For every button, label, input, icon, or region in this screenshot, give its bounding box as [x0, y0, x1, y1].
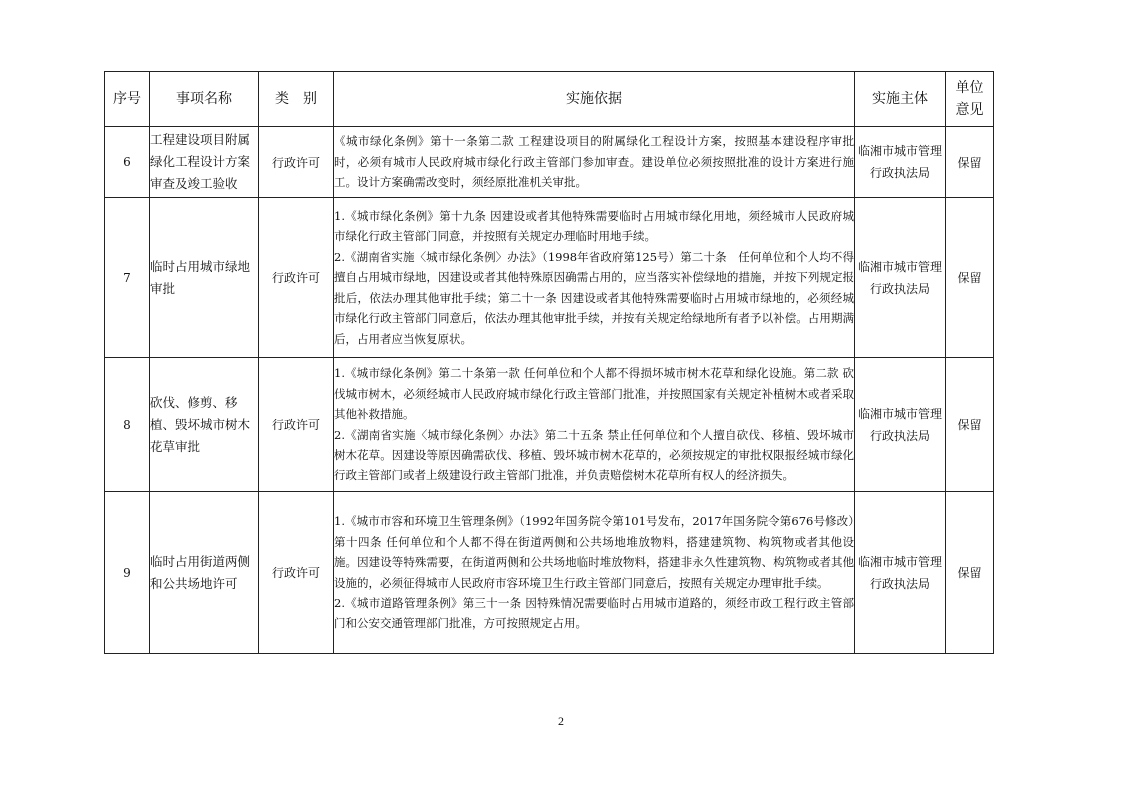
row-number: 7 — [105, 198, 150, 358]
row-number: 8 — [105, 358, 150, 492]
row-number: 9 — [105, 492, 150, 654]
unit-opinion: 保留 — [946, 198, 994, 358]
header-opinion-line1: 单位 — [955, 80, 984, 96]
basis-paragraph: 2.《湖南省实施〈城市绿化条例〉办法》（1998年省政府第125号）第二十条 任何单位和个人均不得擅自占用城市绿地，因建设或者其他特殊原因确需占用的，应当落实补偿绿地的措施，并按下列规定报批后，依法办理其他审批手续；第二十一条 因建设或者其他特殊需要临时占用城市绿地的，必须经城市绿化行政主管部门同意后，依法办理其他审批手续，并按有关规定给绿地所有者予以补偿。占用期满后，占用者应当恢复原状。 — [334, 249, 854, 346]
implementation-basis — [334, 198, 855, 358]
implementing-agency: 临湘市城市管理行政执法局 — [855, 198, 946, 358]
implementing-agency: 临湘市城市管理行政执法局 — [855, 358, 946, 492]
page-number: 2 — [558, 714, 564, 728]
header-category: 类 别 — [259, 72, 334, 127]
row-number: 6 — [105, 127, 150, 198]
header-opinion — [946, 72, 994, 127]
table-row — [105, 492, 994, 654]
header-opinion-line2: 意见 — [955, 102, 984, 118]
table-row — [105, 358, 994, 492]
header-name: 事项名称 — [150, 72, 259, 127]
unit-opinion: 保留 — [946, 127, 994, 198]
header-row — [105, 72, 994, 127]
item-name: 砍伐、修剪、移植、毁坏城市树木花草审批 — [150, 358, 259, 492]
basis-paragraph: 1.《城市市容和环境卫生管理条例》（1992年国务院令第101号发布，2017年国务院令第676号修改）第十四条 任何单位和个人都不得在街道两侧和公共场地堆放物料，搭建建筑物、构筑物或者其他设施。因建设等特殊需要，在街道两侧和公共场地临时堆放物料，搭建非永久性建筑物、构筑物或者其他设施的，必须征得城市人民政府市容环境卫生行政主管部门同意后，按照有关规定办理审批手续。 — [334, 514, 854, 590]
permit-table — [104, 71, 994, 654]
implementation-basis — [334, 492, 855, 654]
basis-paragraph: 《城市绿化条例》第十一条第二款 工程建设项目的附属绿化工程设计方案，按照基本建设程序审批时，必须有城市人民政府城市绿化行政主管部门参加审查。建设单位必须按照批准的设计方案进行施工。设计方案确需改变时，须经原批准机关审批。 — [334, 134, 854, 190]
table-row — [105, 127, 994, 198]
basis-paragraph: 2.《湖南省实施〈城市绿化条例〉办法》第二十五条 禁止任何单位和个人擅自砍伐、移植、毁坏城市树木花草。因建设等原因确需砍伐、移植、毁坏城市树木花草的，必须按规定的审批权限报经城市绿化行政主管部门或者上级建设行政主管部门批准，并负责赔偿树木花草所有权人的经济损失。 — [334, 427, 854, 483]
item-category: 行政许可 — [259, 358, 334, 492]
item-name: 工程建设项目附属绿化工程设计方案审查及竣工验收 — [150, 127, 259, 198]
table-row — [105, 198, 994, 358]
header-basis: 实施依据 — [334, 72, 855, 127]
unit-opinion: 保留 — [946, 492, 994, 654]
header-no: 序号 — [105, 72, 150, 127]
basis-paragraph: 1.《城市绿化条例》第二十条第一款 任何单位和个人都不得损坏城市树木花草和绿化设施。第二款 砍伐城市树木，必须经城市人民政府城市绿化行政主管部门批准，并按照国家有关规定补植树木或者采取其他补救措施。 — [334, 366, 854, 422]
unit-opinion: 保留 — [946, 358, 994, 492]
item-category: 行政许可 — [259, 198, 334, 358]
implementing-agency: 临湘市城市管理行政执法局 — [855, 492, 946, 654]
item-category: 行政许可 — [259, 127, 334, 198]
item-category: 行政许可 — [259, 492, 334, 654]
item-name: 临时占用城市绿地审批 — [150, 198, 259, 358]
implementing-agency: 临湘市城市管理行政执法局 — [855, 127, 946, 198]
header-subject: 实施主体 — [855, 72, 946, 127]
implementation-basis — [334, 358, 855, 492]
basis-paragraph: 2.《城市道路管理条例》第三十一条 因特殊情况需要临时占用城市道路的，须经市政工程行政主管部门和公安交通管理部门批准，方可按照规定占用。 — [334, 595, 854, 631]
basis-paragraph: 1.《城市绿化条例》第十九条 因建设或者其他特殊需要临时占用城市绿化用地，须经城市人民政府城市绿化行政主管部门同意，并按照有关规定办理临时用地手续。 — [334, 209, 854, 244]
item-name: 临时占用街道两侧和公共场地许可 — [150, 492, 259, 654]
implementation-basis — [334, 127, 855, 198]
